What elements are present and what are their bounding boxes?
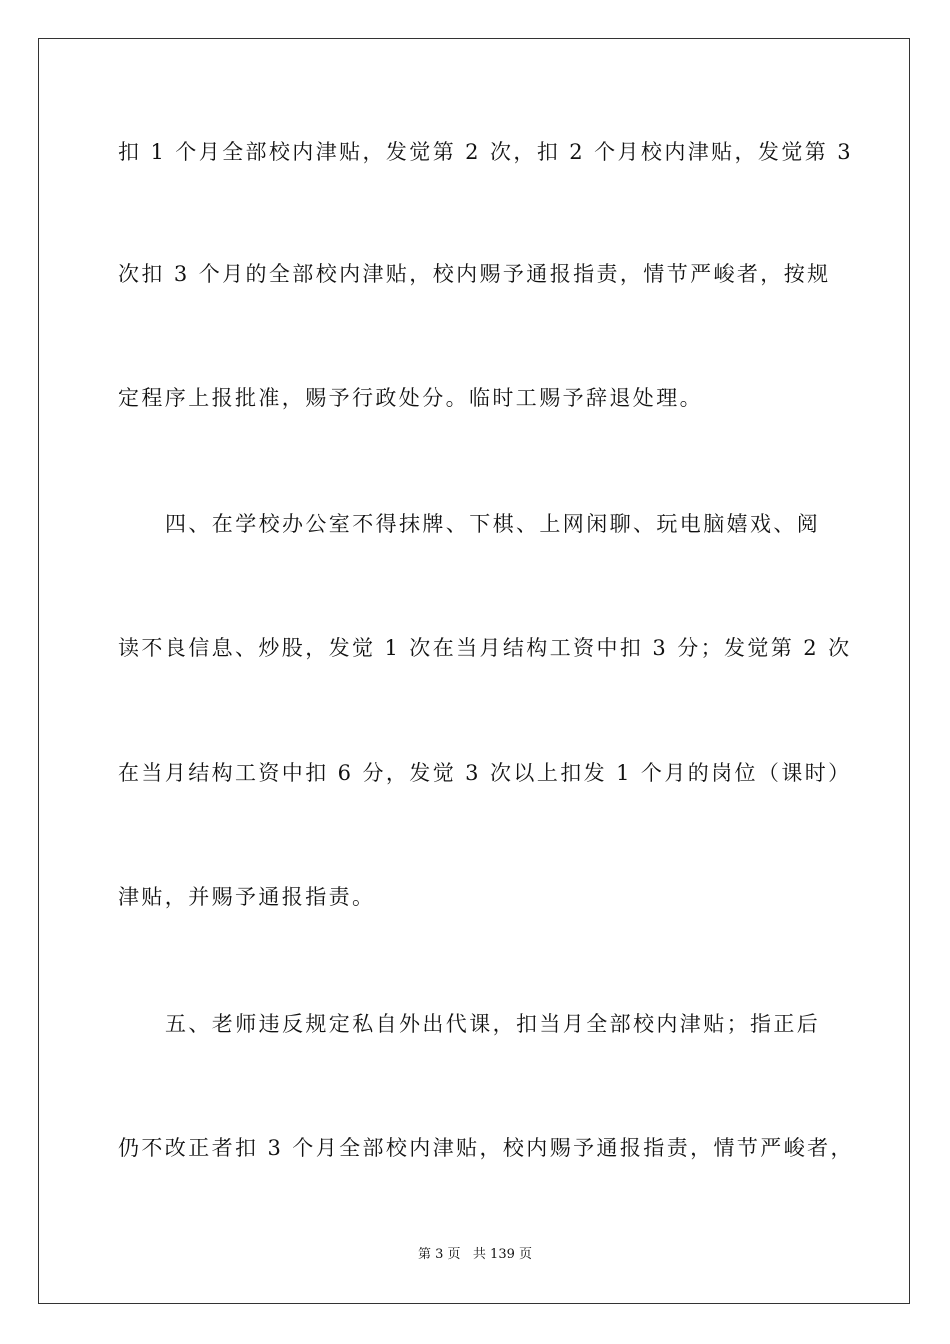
text-line-7: 津贴，并赐予通报指责。 — [118, 885, 376, 909]
page-number-footer: 第 3 页 共 139 页 — [417, 1247, 532, 1262]
text-line-5: 读不良信息、炒股，发觉 1 次在当月结构工资中扣 3 分；发觉第 2 次 — [118, 636, 852, 660]
text-line-4: 四、在学校办公室不得抹牌、下棋、上网闲聊、玩电脑嬉戏、阅 — [165, 512, 821, 536]
text-line-9: 仍不改正者扣 3 个月全部校内津贴，校内赐予通报指责，情节严峻者， — [118, 1136, 854, 1160]
page-border — [38, 38, 910, 1304]
text-line-3: 定程序上报批准，赐予行政处分。临时工赐予辞退处理。 — [118, 386, 703, 410]
text-line-1: 扣 1 个月全部校内津贴，发觉第 2 次，扣 2 个月校内津贴，发觉第 3 — [118, 140, 853, 164]
text-line-2: 次扣 3 个月的全部校内津贴，校内赐予通报指责，情节严峻者，按规 — [118, 262, 831, 286]
text-line-6: 在当月结构工资中扣 6 分，发觉 3 次以上扣发 1 个月的岗位（课时） — [118, 761, 852, 785]
text-line-8: 五、老师违反规定私自外出代课，扣当月全部校内津贴；指正后 — [165, 1012, 821, 1036]
